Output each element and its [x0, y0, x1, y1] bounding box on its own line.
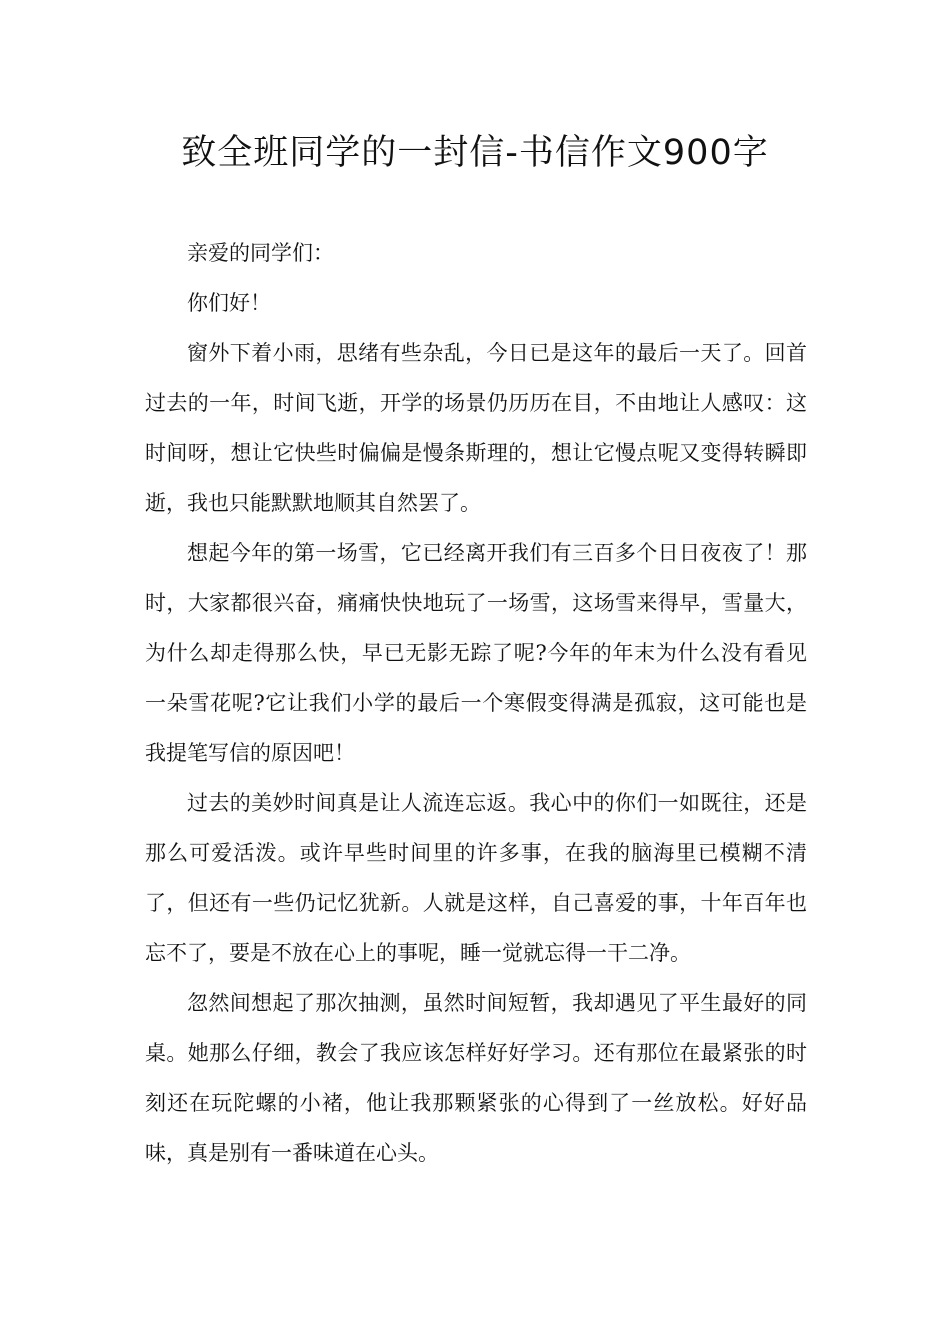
paragraph-3: 过去的美妙时间真是让人流连忘返。我心中的你们一如既往，还是那么可爱活泼。或许早些时间里的许多事，在我的脑海里已模糊不清了，但还有一些仍记忆犹新。人就是这样，自己喜爱的事，十年百年也忘不了，要是不放在心上的事呢，睡一觉就忘得一干二净。 — [145, 791, 807, 965]
paragraph-2: 想起今年的第一场雪，它已经离开我们有三百多个日日夜夜了！那时，大家都很兴奋，痛痛快快地玩了一场雪，这场雪来得早，雪量大，为什么却走得那么快，早已无影无踪了呢?今年的年末为什么没有看见一朵雪花呢?它让我们小学的最后一个寒假变得满是孤寂，这可能也是我提笔写信的原因吧！ — [145, 541, 807, 765]
document-title: 致全班同学的一封信-书信作文900字 — [181, 133, 769, 173]
salutation: 亲爱的同学们： — [187, 241, 334, 265]
paragraph-4: 忽然间想起了那次抽测，虽然时间短暂，我却遇见了平生最好的同桌。她那么仔细，教会了我应该怎样好好学习。还有那位在最紧张的时刻还在玩陀螺的小褚，他让我那颗紧张的心得到了一丝放松。好好品味，真是别有一番味道在心头。 — [145, 991, 807, 1165]
greeting: 你们好！ — [187, 291, 271, 315]
paragraph-1: 窗外下着小雨，思绪有些杂乱，今日已是这年的最后一天了。回首过去的一年，时间飞逝，开学的场景仍历历在目，不由地让人感叹：这时间呀，想让它快些时偏偏是慢条斯理的，想让它慢点呢又变得转瞬即逝，我也只能默默地顺其自然罢了。 — [145, 341, 807, 515]
letter-body — [145, 228, 807, 1178]
